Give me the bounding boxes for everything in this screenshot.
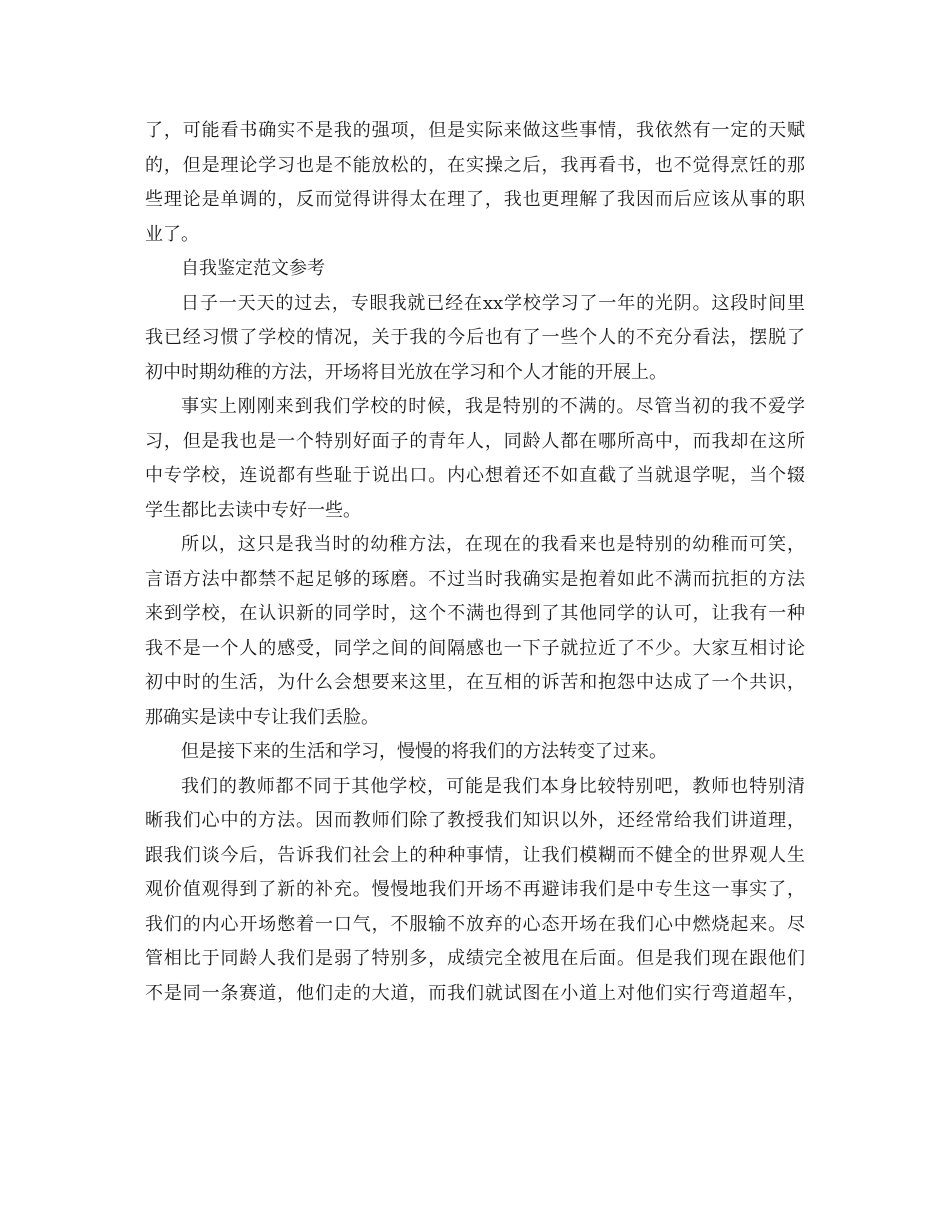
document-body (145, 114, 805, 1011)
text-line: 事实上刚刚来到我们学校的时候，我是特别的不满的。尽管当初的我不爱学 (181, 396, 805, 417)
text-line: 晰我们心中的方法。因而教师们除了教授我们知识以外，还经常给我们讲道理， (145, 810, 805, 831)
text-line: 观价值观得到了新的补充。慢慢地我们开场不再避讳我们是中专生这一事实了， (145, 879, 805, 900)
text-line: 日子一天天的过去，专眼我就已经在xx学校学习了一年的光阴。这段时间里 (181, 292, 805, 314)
text-line: 初中时的生活，为什么会想要来这里，在互相的诉苦和抱怨中达成了一个共识， (145, 672, 805, 693)
text-line: 初中时期幼稚的方法，开场将目光放在学习和个人才能的开展上。 (145, 361, 667, 383)
text-line: 中专学校，连说都有些耻于说出口。内心想着还不如直截了当就退学呢，当个辍 (145, 465, 805, 486)
text-line: 我们的教师都不同于其他学校，可能是我们本身比较特别吧，教师也特别清 (181, 775, 805, 797)
section-heading: 自我鉴定范文参考 (181, 258, 325, 279)
text-line: 我们的内心开场憋着一口气，不服输不放弃的心态开场在我们心中燃烧起来。尽 (145, 913, 805, 935)
text-line: 来到学校，在认识新的同学时，这个不满也得到了其他同学的认可，让我有一种 (145, 603, 805, 624)
text-line: 跟我们谈今后，告诉我们社会上的种种事情，让我们模糊而不健全的世界观人生 (145, 844, 805, 866)
text-line: 的，但是理论学习也是不能放松的，在实操之后，我再看书，也不觉得烹饪的那 (145, 154, 805, 176)
text-line: 言语方法中都禁不起足够的琢磨。不过当时我确实是抱着如此不满而抗拒的方法 (145, 568, 805, 590)
text-line: 不是同一条赛道，他们走的大道，而我们就试图在小道上对他们实行弯道超车， (145, 982, 805, 1004)
text-line: 业了。 (145, 223, 199, 245)
text-line: 我不是一个人的感受，同学之间的间隔感也一下子就拉近了不少。大家互相讨论 (145, 637, 805, 659)
text-line: 管相比于同龄人我们是弱了特别多，成绩完全被甩在后面。但是我们现在跟他们 (145, 948, 805, 969)
text-line: 些理论是单调的，反而觉得讲得太在理了，我也更理解了我因而后应该从事的职 (145, 189, 805, 210)
text-line: 所以，这只是我当时的幼稚方法，在现在的我看来也是特别的幼稚而可笑， (181, 534, 805, 555)
text-line: 那确实是读中专让我们丢脸。 (145, 706, 379, 728)
text-line: 了，可能看书确实不是我的强项，但是实际来做这些事情，我依然有一定的天赋 (145, 120, 805, 141)
text-line: 但是接下来的生活和学习，慢慢的将我们的方法转变了过来。 (181, 741, 667, 762)
text-line: 我已经习惯了学校的情况，关于我的今后也有了一些个人的不充分看法，摆脱了 (145, 327, 805, 348)
text-line: 学生都比去读中专好一些。 (145, 499, 361, 521)
text-line: 习，但是我也是一个特别好面子的青年人，同龄人都在哪所高中，而我却在这所 (145, 430, 805, 452)
